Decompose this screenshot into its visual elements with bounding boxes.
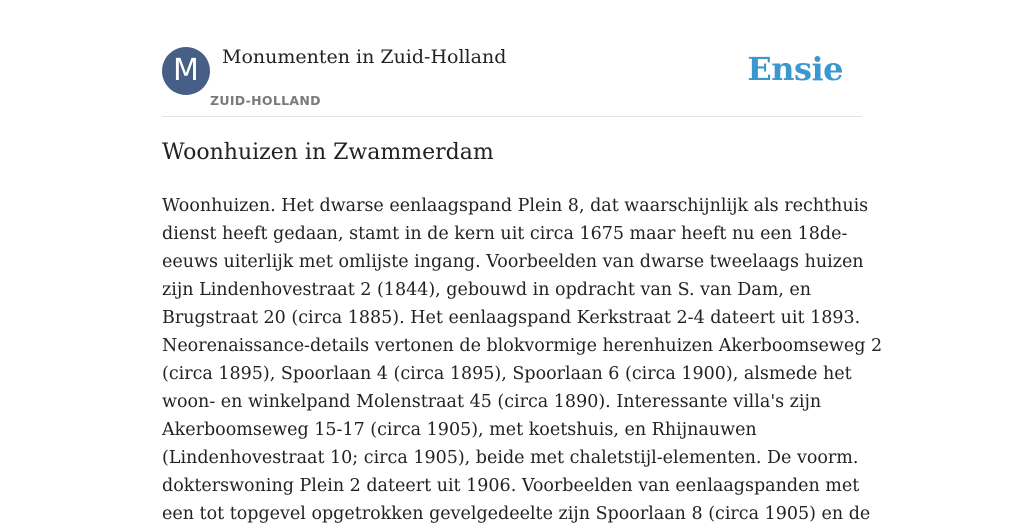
collection-subtitle[interactable]: ZUID-HOLLAND bbox=[210, 93, 321, 108]
article-line: Woonhuizen. Het dwarse eenlaagspand Plein 8, dat waarschijnlijk als rechthuis bbox=[162, 196, 869, 216]
article-line: dokterswoning Plein 2 dateert uit 1906. Voorbeelden van eenlaagspanden met bbox=[162, 476, 860, 496]
article-line: dienst heeft gedaan, stamt in de kern uit circa 1675 maar heeft nu een 18de- bbox=[162, 224, 848, 244]
article-line: woon- en winkelpand Molenstraat 45 (circa 1890). Interessante villa's zijn bbox=[162, 392, 822, 412]
article-line: (Lindenhovestraat 10; circa 1905), beide met chaletstijl-elementen. De voorm. bbox=[162, 448, 859, 468]
article-line: eeuws uiterlijk met omlijste ingang. Voorbeelden van dwarse tweelaags huizen bbox=[162, 252, 864, 272]
article-line: een tot topgevel opgetrokken gevelgedeelte zijn Spoorlaan 8 (circa 1905) en de bbox=[162, 504, 871, 524]
article-line: Akerboomseweg 15-17 (circa 1905), met koetshuis, en Rhijnauwen bbox=[162, 420, 757, 440]
article-body bbox=[162, 192, 883, 528]
article-line: (circa 1895), Spoorlaan 4 (circa 1895), Spoorlaan 6 (circa 1900), alsmede het bbox=[162, 364, 852, 384]
brand-logo[interactable]: Ensie bbox=[747, 50, 843, 88]
collection-avatar[interactable]: M bbox=[162, 47, 210, 95]
article-line: zijn Lindenhovestraat 2 (1844), gebouwd in opdracht van S. van Dam, en bbox=[162, 280, 812, 300]
article-line: Brugstraat 20 (circa 1885). Het eenlaagspand Kerkstraat 2-4 dateert uit 1893. bbox=[162, 308, 861, 328]
article-line: Neorenaissance-details vertonen de blokvormige herenhuizen Akerboomseweg 2 bbox=[162, 336, 883, 356]
header bbox=[162, 46, 862, 117]
collection-title[interactable]: Monumenten in Zuid-Holland bbox=[222, 46, 507, 68]
article-title: Woonhuizen in Zwammerdam bbox=[162, 140, 494, 165]
